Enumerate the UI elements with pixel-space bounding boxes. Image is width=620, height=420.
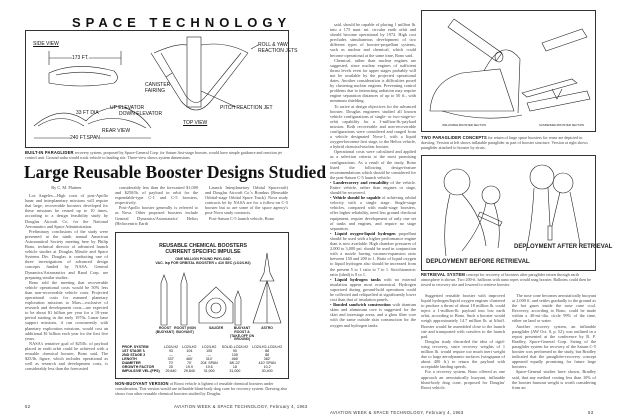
list-item: • Liquid hydrogen tanks with no external insulation appear most economical. Hydrogen vaporized during ground-hold operations could be collected and reliquefied at significantly lower cost than that of insulation panels. bbox=[330, 276, 416, 303]
retrieval-figure bbox=[421, 155, 613, 271]
caption-lead: RETRIEVAL SYSTEM bbox=[421, 272, 465, 277]
table-cell: 460' bbox=[185, 357, 193, 361]
row-label: DIAMETER bbox=[122, 361, 141, 365]
label-up-elevator: UP ELEVATOR bbox=[110, 105, 145, 111]
table-cell: 10.2 bbox=[263, 365, 271, 369]
label-pitch-jet: PITCH REACTION JET bbox=[220, 105, 273, 111]
table-cell: 88 bbox=[265, 349, 270, 353]
recommendation-list bbox=[330, 180, 416, 328]
list-item-lead: Landrecovery and reusability bbox=[333, 179, 389, 185]
list-item: • Bonded sandwich construction with titanium skins and aluminum core is suggested for the skirt and interstage areas, and a glass fiber core with the same outside skin construction for the oxygen and hydrogen tanks. bbox=[330, 302, 416, 328]
table-cell: 382' bbox=[263, 357, 271, 361]
paragraph: Space-General studies have shown, Bradley said, that any method costing less than 10% of the booster burnout weight is worth considering from an bbox=[512, 369, 596, 390]
label-top-view: TOP VIEW bbox=[183, 120, 208, 126]
booster-chart bbox=[115, 232, 289, 379]
table-cell: 90 bbox=[232, 349, 237, 353]
paragraph: Operational costs were calculated and applied as a selection criteria to the most promising configurations. As a result of the study, Bono listed the following design-feature recommendations which should be considered for the post-Saturn C-5 launch vehicle: bbox=[330, 149, 416, 180]
row-label: 2ND STAGE λ bbox=[122, 353, 146, 357]
table-cell: 31,000 bbox=[229, 369, 241, 373]
table-cell: 29,840 bbox=[183, 369, 195, 373]
row-label: GROWTH FACTOR bbox=[122, 365, 155, 369]
section-header: SPACE TECHNOLOGY bbox=[72, 15, 292, 30]
label-roll-yaw: ROLL & YAW bbox=[258, 42, 288, 48]
paragraph: Douglas study discarded the idea of rigid-wing recovery, since recovery weights of 1 million lb. would require too much inert weight due to large aerodynamic surfaces (wingspans of about 400 ft.) to return the payload with acceptable landing speeds. bbox=[421, 338, 505, 370]
paragraph: Another recovery system, an inflatable paraglider (AW Oct. 8, p. 52), was outlined in a report presented at the conference by R. F. Bradley, Space-General Corp. Sizing of the paraglider system for recovery of the Saturn C-5 booster was performed in the study, but Bradley indicated that the paraglider-recovery concept appeared equally promising for future large boosters. bbox=[512, 323, 596, 370]
table-cell: 70' bbox=[186, 361, 192, 365]
table-cell: — bbox=[207, 353, 211, 357]
paragraph: Chemical, rather than nuclear engines are suggested, since nuclear engines of sufficient thrust levels even for upper stages probably will not be available by the projected operational dates. Another consideration is difficulties posed by clustering nuclear engines. Preventing control problems due to interacting radiation may require engine separation distances of up to 50 ft., with minimum shielding. bbox=[330, 57, 416, 104]
paraglider-concepts-drawing bbox=[422, 11, 597, 133]
paragraph: Preliminary conclusions of the study were presented at the ninth annual American Astronautical Society meeting here by Philip Bono, technical director of advanced launch vehicle studies at Douglas Missile and Space Systems Div. Douglas is conducting one of three investigations of advanced design concepts funded by NASA. General Dynamics/Astronautics and Rand Corp. are preparing similar studies. bbox=[25, 228, 108, 280]
list-item-lead: Liquid hydrogen tanks bbox=[334, 276, 381, 282]
table-cell: LO2/LH2-LO2/LH2 bbox=[252, 345, 283, 349]
label-diameter: 33 FT DIA bbox=[76, 110, 99, 116]
table-cell: 93 bbox=[168, 349, 173, 353]
paragraph: Post-Apollo booster generally is referred to as Nova. Other proposed boosters include General Dynamics/Astronautics' Helios (Heliocentric Earth bbox=[115, 205, 198, 226]
table-cell: 19.9 bbox=[185, 365, 193, 369]
chart-caption bbox=[115, 381, 289, 396]
table-cell: 30,400 bbox=[261, 369, 273, 373]
table-cell: — bbox=[169, 353, 173, 357]
list-item-text: propellant should be used with a higher performance engine than is now available. High chamber pressures of 2,000 to 3,000 psi. should be used in conjunction with a nozzle having vacuum-expansion ratio between 150 and 200 to 1. Ratio of liquid oxygen to liquid hydrogen also should be increased from the present 5 to 1 ratio to 7 to 1. Stoichiometric ratio (ideal) is 8 to 1. bbox=[330, 230, 416, 277]
list-item-text: of the vehicle. Entire vehicle, rather than engines or stage, should be recovered. bbox=[330, 179, 416, 196]
label-canister: CANISTER bbox=[145, 82, 171, 88]
table-cell: 310' bbox=[205, 357, 213, 361]
footer-left: AVIATION WEEK & SPACE TECHNOLOGY, February 4, 1963 bbox=[174, 404, 308, 409]
table-row bbox=[120, 369, 284, 373]
paragraph: considerably less than the forecasted $1,000 and $250/lb. of payload in orbit for the expendable-type C-1 and C-5 boosters, respectively. bbox=[115, 185, 198, 206]
list-item: • Liquid oxygen-liquid hydrogen propellant should be used with a higher performance engine than is now available. High chamber pressures of 2,000 to 3,000 psi. should be used in conjunction with a nozzle having vacuum-expansion ratio between 150 and 200 to 1. Ratio of liquid oxygen to liquid hydrogen also should be increased from the present 5 to 1 ratio to 7 to 1. Stoichiometric ratio (ideal) is 8 to 1. bbox=[330, 230, 416, 277]
label-down-elevator: DOWN ELEVATOR bbox=[119, 111, 163, 117]
article-column-1 bbox=[25, 185, 108, 400]
paragraph: The nose cone becomes aerostatically buoyant at 2,000 ft. and settles gradually to the ground as the hot gases inside the nose cone cool. Recovery, according to Bono, could be made within a 40-mi.-dia. circle 99% of the time, either on land or water. bbox=[512, 293, 596, 324]
table-cell: 68'-22' bbox=[229, 361, 241, 365]
page-number-right: 53 bbox=[588, 410, 594, 415]
page-number-left: 52 bbox=[25, 404, 31, 409]
caption-lead: BUILT-IN PARAGLIDER bbox=[25, 150, 74, 155]
table-cell: 105 bbox=[206, 349, 213, 353]
paragraph: Launch Interplanetary Orbital Spacecraft) and Douglas Aircraft Co.'s Rombus (Reusable Orbital-stage Orbital Space Truck). Nova study contracts let by NASA are for a follow-on C-5 booster but so are some of the space agency's post-Nova study contracts. bbox=[205, 185, 288, 216]
label-fairing: FAIRING bbox=[145, 88, 166, 94]
booster-table bbox=[120, 345, 284, 373]
table-cell: 70' bbox=[168, 361, 174, 365]
list-item-text: with no external insulation appear most economical. Hydrogen vaporized during ground-hold operations could be collected and reliquefied at significantly lower cost than that of insulation panels. bbox=[330, 276, 416, 303]
table-cell: 410' SPAN bbox=[258, 361, 276, 365]
label-length: 173 FT. bbox=[72, 55, 89, 61]
row-label: 1ST STAGE λ bbox=[122, 349, 145, 353]
table-cell: 337' bbox=[167, 357, 175, 361]
caption-text: of Roost vehicle is lightest of reusable chemical boosters under consideration. This version would use inflatable blunt-body drag cone for recovery system. Drawing also shows four other reusable chemical boosters studied by Douglas. bbox=[115, 381, 288, 396]
figure-caption bbox=[25, 150, 289, 160]
table-cell: — bbox=[187, 353, 192, 357]
list-item: • Vehicle should be capable of achieving orbital velocity with a single stage. Single-stage vehicles, compared with multi-stage boosters, offer higher reliability, need less ground checkout equipment, require development of only one set of tanks and engines, and require no stage separation. bbox=[330, 195, 416, 231]
paragraph: To arrive at design objectives for the advanced booster, Douglas engineers studied all known vehicle configurations of single- or two-stage-to-orbit capability for a 1-million-lb.-payload mission. Both recoverable and non-recoverable configurations were considered and ranged from a vehicle designated Nova-1, with a liquid oxygen-kerosene first stage, to the Helios vehicle, a hybrid chemical-nuclear booster. bbox=[330, 103, 416, 150]
article-column-2 bbox=[115, 185, 198, 228]
table-cell: 204' SPAN bbox=[200, 361, 218, 365]
paragraph: Bono told the meeting that recoverable vehicle operational costs would be 50% less than non-recoverable vehicle costs. Projected operational costs for manned planetary exploration missions to Mars—exclusive of research and development costs—are expected to be about $1 billion per year for a 10-year period starting in the early 1970s. Lunar base support missions, if run concurrently with planetary exploration missions, would cost an additional $1 billion each year for the first five years. bbox=[25, 279, 108, 341]
row-label: IMPULSIVE VEL.(FPS) bbox=[122, 369, 160, 373]
table-cell: LO2/LH2 bbox=[201, 345, 217, 349]
paragraph: For a recovery system, Bono offered as one approach an aerostatically buoyant, inflatable blunt-body drag cone, proposed for Douglas' Roost vehicle. bbox=[421, 369, 505, 390]
label-after-retrieval: DEPLOYMENT AFTER RETRIEVAL bbox=[514, 244, 613, 250]
paragraph: NASA's tentative goal of $25/lb. of payload placed in earth orbit could be achieved with a reusable chemical booster, Bono said. The $25/lb. figure, which includes operational as well as research and development costs, is considerably less than the forecasted bbox=[25, 340, 108, 372]
table-cell: 88 bbox=[265, 353, 270, 357]
label-reaction-jets: REACTION JETS bbox=[258, 48, 298, 54]
table-cell: 104 bbox=[186, 349, 193, 353]
vehicle-label: BUOYANT ROOST & (TAKE-OFF ON GROUND) bbox=[229, 326, 255, 342]
table-cell: 25 bbox=[168, 365, 173, 369]
label-inflatable: INFLATABLE BOOSTER SECTION bbox=[442, 123, 487, 127]
article-column-5 bbox=[421, 293, 505, 403]
caption-lead: NON-BUOYANT VERSION bbox=[115, 381, 169, 386]
label-before-retrieval: DEPLOYMENT BEFORE RETRIEVAL bbox=[426, 259, 530, 265]
byline: By C. M. Plattner bbox=[51, 185, 82, 190]
caption-lead: TWO PARAGLIDER CONCEPTS bbox=[421, 135, 487, 140]
paraglider-figure bbox=[25, 30, 298, 148]
article-column-4 bbox=[330, 22, 416, 404]
table-cell: 466' bbox=[231, 357, 239, 361]
row-label: PROP. SYSTEM bbox=[122, 345, 149, 349]
table-cell: 105 bbox=[231, 353, 238, 357]
table-cell: LO2/LH2 bbox=[163, 345, 179, 349]
chart-title: REUSABLE CHEMICAL BOOSTERS CURRENT SPECIFIC IMPULSE bbox=[159, 243, 247, 255]
paraglider-concepts-caption bbox=[421, 135, 596, 150]
table-cell: 19.6 bbox=[205, 365, 213, 369]
row-label: LENGTH bbox=[122, 357, 137, 361]
caption-text: concept for recovery of boosters after paraglider return through earth atmosphere is shown. Two 200-ft. balloons with nano ropes would snag booster. Balloons could then be towed to recovery site and lowered to retrieve booster. bbox=[421, 272, 591, 287]
list-item-lead: Vehicle should be capable bbox=[332, 195, 381, 201]
paragraph: Suggested reusable booster with improved liquid hydrogen/liquid oxygen engines clustered to produce a thrust of about 18 million lb. could inject a 1-million-lb. payload into low earth orbit, according to Bono. Such a booster would weigh approximately 14.7 million lb. at liftoff. Booster would be assembled close to the launch site and transported with crawlers to the launch pad. bbox=[421, 293, 505, 339]
vehicle-label: ROOST (BUOYANT) bbox=[155, 326, 175, 334]
list-item-lead: Liquid oxygen-liquid hydrogen bbox=[334, 230, 396, 236]
label-side-view: SIDE VIEW bbox=[33, 41, 59, 47]
footer-right: AVIATION WEEK & SPACE TECHNOLOGY, February 4, 1963 bbox=[330, 410, 464, 415]
vehicle-label: ROOST (NON BUOYANT) bbox=[174, 326, 196, 334]
table-cell: SOLID-LO2/LH2 bbox=[221, 345, 249, 349]
list-item-lead: Bonded sandwich construction bbox=[333, 302, 391, 308]
vehicle-label: SAUCER bbox=[208, 326, 224, 330]
label-span: 240 FT.SPAN bbox=[70, 135, 100, 141]
label-suspended: SUSPENDED BOOSTER SECTION bbox=[539, 123, 585, 127]
caption-text: recovery system, proposed by Space-General Corp. for Saturn first-stage booster, would have simple guidance and reaction jet control unit. Ground radar would track vehicle to landing site. Three-view shows system dimensions. bbox=[25, 150, 282, 160]
list-item: • Landrecovery and reusability of the vehicle. Entire vehicle, rather than engines or stage, should be recovered. bbox=[330, 179, 416, 196]
caption-text: for return of large space boosters for reuse are depicted in drawing. Version at left shows inflatable paraglider as part of booster structure. Version at right shows paraglider attached to booster by struts. bbox=[421, 135, 588, 150]
paragraph: Los Angeles—High costs of post-Apollo lunar and interplanetary missions will require that large, recoverable boosters developed for these missions be reused up to 10 times, according to a design feasibility study by Douglas Aircraft Co. for the National Aeronautics and Space Administration. bbox=[25, 193, 108, 229]
headline: Large Reusable Booster Designs Studied bbox=[24, 162, 327, 182]
article-column-6 bbox=[512, 293, 596, 403]
label-rear-view: REAR VIEW bbox=[102, 128, 131, 134]
article-column-3 bbox=[205, 185, 288, 228]
paragraph: said, should be capable of placing 1 million lb. into a 175 naut. mi. circular earth orbit and should become operational by 1972. High cost precludes simultaneous development of two different types of booster-propellant systems, such as nuclear and chemical, which could become operational at the same time, Bono said. bbox=[330, 22, 416, 58]
table-cell: 18 bbox=[232, 365, 237, 369]
chart-subtitle: ONE MILLION POUND PAYLOAD VAC. Isp FOR ORBITAL BOOSTER = 410 SEC (LO2/LH2) bbox=[155, 257, 251, 266]
paragraph: Post-Saturn C-5 launch vehicle, Bono bbox=[209, 215, 275, 221]
table-cell: LO2/LH2 bbox=[182, 345, 197, 349]
paraglider-concepts-figure bbox=[421, 10, 596, 132]
vehicle-label: ASTRO bbox=[261, 326, 273, 330]
retrieval-caption bbox=[421, 272, 596, 287]
table-cell: 29,840 bbox=[165, 369, 177, 373]
balloon-drawing bbox=[422, 156, 597, 272]
list-item-text: of achieving orbital velocity with a single stage. Single-stage vehicles, compared with multi-stage boosters, offer higher reliability, need less ground checkout equipment, require development of only one set of tanks and engines, and require no stage separation. bbox=[330, 195, 416, 231]
list-item-text: with titanium skins and aluminum core is suggested for the skirt and interstage areas, and a glass fiber core with the same outside skin construction for the oxygen and hydrogen tanks. bbox=[330, 302, 416, 328]
table-cell: 31,000 bbox=[203, 369, 215, 373]
